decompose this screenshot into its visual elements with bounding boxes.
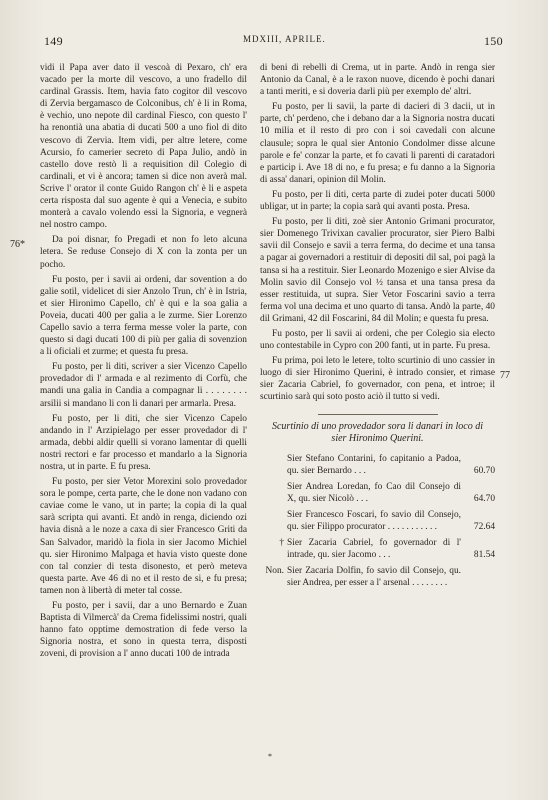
paragraph: vidi il Papa aver dato il vescoà di Pexaro, ch' era vacado per la morte dil vescovo, a uno fradello dil cardinal Grassis. Item, havia fato cogitor dil vescovo di Zervia bergamasco de Colconibus, ch' è li in Roma, è vechio, uno nepote dil cardinal Fiesco, con questo l' ha renontià una abatia di ducati 500 a uno fiol di dito vescovo di Zervia. Item vidi, per altre letere, come Acursio, fo camerier secreto di Papa Julio, andò in castello dove restò li a requisition dil Colegio di cardinali, et vi è ancora; tamen si dice non averà mal. Scrive l' orator il conte Guido Rangon ch' è li e aspeta certa risposta dal suo agente è qui a Venecia, e subito monterà a cavalo volendo essi la Signoria, e vegnerà nel nostro campo. <box>40 63 247 231</box>
entry-prefix <box>260 509 287 533</box>
page-number-left: 149 <box>44 34 63 48</box>
paragraph: Fu posto, per li diti, certa parte di zudei poter ducati 5000 ubligar, ut in parte; la copia sarà qui avanti posta. Presa. <box>260 189 495 213</box>
entry-name: Sier Stefano Contarini, fo capitanio a Padoa, qu. sier Bernardo . . . <box>287 453 461 476</box>
paragraph: Fu posto, per sier Vetor Morexini solo provedador sora le pompe, certa parte, che le done non vadano con caviae come le vano, ut in parte; la copia di la qual sarà scripta qui avanti. Et andò in renga, diciendo ozi havia disnà a le noze a caxa di sier Francesco Griti da San Salvador, maridò la fiola in sier Jacomo Michiel qu. sier Hironimo Malpaga et havia visto queste done con tal conzier di testa disonesto, et però meteva questa parte. Ave 46 di no et il resto de si, e fu presa; tamen non à libertà di meter tal cosse. <box>40 477 247 596</box>
margin-number-77: 77 <box>500 370 510 381</box>
scrutiny-entry <box>260 565 495 589</box>
paragraph: Fu posto, per li diti, che sier Vicenzo Capelo andando in l' Arzipielago per esser provedador di l' armada, debbi aldir quelli si vorano lamentar di quelli nostri rectori e far processo et mandarlo a la Signoria nostra, ut in parte. E fu presa. <box>40 413 247 472</box>
paragraph: Fu posto, per li diti, zoè sier Antonio Grimani procurator, sier Domenego Trivixan cavalier procurator, sier Piero Balbi savii dil Consejo e savii a terra ferma, do decime et una tansa a pagar ai governadori a restituir di depositi dil sal, poi pagà la tansa si ha a restituir. Sier Leonardo Mozenigo e sier Alvise da Molin savio dil Consejo vol ½ tansa et una tansa presa da esser restituida, ut supra. Sier Vetor Foscarini savio a terra ferma vol una decima et uno quarto di tansa. Andò la parte, 40 dil Grimani, 42 dil Foscarini, 84 dil Molin; e questa fu presa. <box>260 217 495 324</box>
entry-votes: 81.54 <box>473 550 495 561</box>
paragraph: Fu posto, per i savii ai ordeni, dar sovention a do galie sotil, videlicet di sier Anzolo Trun, ch' è in Istria, et sier Hironimo Capello, ch' è qui e la soa galia a Poveia, ducati 400 per galia a le zurme. Sier Lorenzo Capello savio a terra ferma messe voler la parte, con questo si dagi ducati 100 di più per galia di sovenzion a li oficiali et zurme; et questa fu presa. <box>40 274 247 358</box>
footer-mark: * <box>268 752 272 761</box>
scrutiny-title: Scurtinio di uno provedador sora li danari in loco di sier Hironimo Querini. <box>271 420 483 444</box>
scrutiny-entry <box>260 509 495 533</box>
entry-votes: 64.70 <box>473 493 495 504</box>
scrutiny-entry <box>260 453 495 477</box>
entry-name: Sier Francesco Foscari, fo savio dil Consejo, qu. sier Filippo procurator . . . . . . . . . . . <box>287 509 461 532</box>
entry-prefix: Non. <box>265 566 284 577</box>
entry-prefix <box>260 481 287 505</box>
margin-number-76: 76* <box>10 239 25 250</box>
entry-name: Sier Zacaria Cabriel, fo governador di l' intrade, qu. sier Jacomo . . . <box>287 538 461 561</box>
paragraph: Fu posto, per li savii ai ordeni, che per Colegio sia electo uno contestabile in Cypro con 200 fanti, ut in parte. Fu presa. <box>260 328 495 352</box>
paragraph: di beni di rebelli di Crema, ut in parte. Andò in renga sier Antonio da Canal, è a le raxon nuove, dicendo è pochi danari a tanti meriti, e si doveria darli più per exemplo de' altri. <box>260 63 495 98</box>
paragraph: Fu prima, poi leto le letere, tolto scurtinio di uno cassier in luogo di sier Hironimo Querini, è intrado consier, et rimase sier Zacaria Cabriel, fo governador, con pena, et introe; il scurtinio sarà qui soto posto aciò il tutto si vedi. <box>260 356 495 403</box>
right-column <box>260 62 495 593</box>
entry-prefix <box>260 453 287 477</box>
entry-name: Sier Andrea Loredan, fo Cao dil Consejo di X, qu. sier Nicolò . . . <box>287 481 461 504</box>
section-divider <box>318 414 438 415</box>
page-number-right: 150 <box>484 34 503 48</box>
scrutiny-entry-elected <box>260 537 495 561</box>
scrutiny-entry <box>260 481 495 505</box>
dagger-mark: † <box>279 538 284 549</box>
entry-votes: 60.70 <box>473 465 495 476</box>
entry-votes: 72.64 <box>473 522 495 532</box>
paragraph: Da poi disnar, fo Pregadi et non fo leto alcuna letera. Se reduse Consejo di X con la zonta per un pocho. <box>40 235 247 270</box>
left-column <box>40 62 247 661</box>
running-header: MDXIII, APRILE. <box>243 34 326 44</box>
paragraph: Fu posto, per li savii, la parte di dacieri di 3 dacii, ut in parte, ch' perdeno, che i debano dar a la Signoria nostra ducati 10 milia et il resto di pro con i soi cavedali con alcune clausule; sopra le qual sier Antonio Condolmer disse alcune parole e fe' conzar la parte, et fo cavati li parenti di caratadori e particip i. Ave 18 di no, e fu presa; e fu danno a la Signoria di assa' danari, opinion dil Molin. <box>260 102 495 185</box>
entry-name: Sier Zacaria Dolfin, fo savio dil Consejo, qu. sier Andrea, per esser a l' arsenal . . . . . . . . <box>287 566 461 589</box>
paragraph: Fu posto, per i savii, dar a uno Bernardo e Zuan Baptista di Vilmercà' da Crema fidelissimi nostri, quali hanno fato opptime demostration di fede verso la Signoria nostra, et sono in questa terra, disposti zoveni, di provision a l' anno ducati 100 de intrada <box>40 601 247 660</box>
paragraph: Fu posto, per li diti, scriver a sier Vicenzo Capello provedador di l' armada e al rezimento di Corfù, che mandi una galia in Candia a compagnar li . . . . . . . . arsilii si mandano li con li danari per armarla. Presa. <box>40 362 247 409</box>
